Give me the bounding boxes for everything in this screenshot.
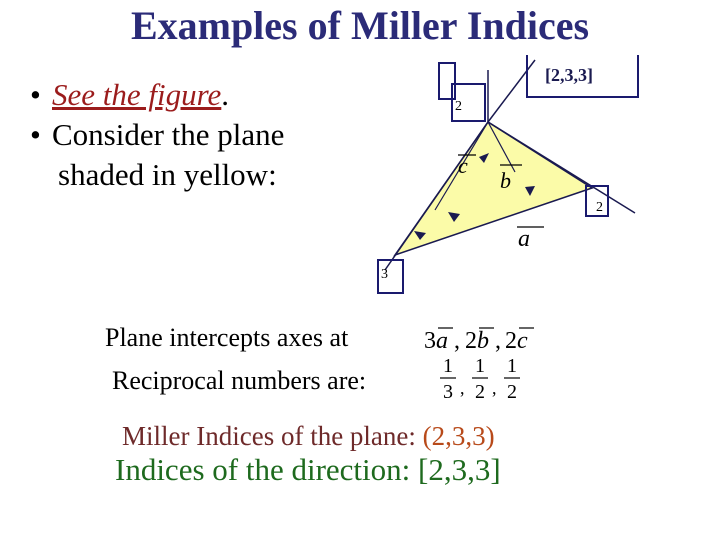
separator: , — [495, 328, 501, 354]
bullet-consider-plane — [30, 118, 284, 152]
fraction-numerator: 1 — [475, 355, 485, 377]
coef-b: 2 — [465, 328, 477, 354]
direction-label: [2,3,3] — [545, 65, 593, 85]
bullet-suffix: . — [221, 77, 230, 112]
direction-indices-line: Indices of the direction: [2,3,3] — [115, 452, 501, 487]
intercepts-label: Plane intercepts axes at — [105, 323, 349, 352]
fraction-denominator: 2 — [475, 381, 485, 402]
reciprocal-fractions — [438, 354, 528, 402]
fraction-numerator: 1 — [507, 355, 517, 377]
separator: , — [454, 328, 460, 354]
coef-c: 2 — [505, 328, 517, 354]
bullet-text: Consider the plane — [52, 117, 285, 152]
miller-indices-label: Miller Indices of the plane: — [122, 421, 416, 451]
intercept-label-top: 2 — [455, 99, 462, 114]
miller-indices-line — [122, 421, 495, 452]
see-figure-link-text: See the figure — [52, 77, 222, 112]
fraction-numerator: 1 — [443, 355, 453, 377]
coef-a: 3 — [424, 328, 436, 354]
axis-b: b — [477, 328, 489, 354]
miller-plane-figure — [370, 55, 660, 305]
separator: , — [492, 378, 497, 398]
axis-label-b: b — [500, 168, 511, 193]
bullet-marker: • — [30, 117, 41, 152]
bullet-marker: • — [30, 77, 41, 112]
reciprocal-label: Reciprocal numbers are: — [112, 366, 367, 395]
fraction-denominator: 2 — [507, 381, 517, 402]
separator: , — [460, 378, 465, 398]
axis-label-c: c — [458, 153, 468, 178]
intercepts-terms — [424, 328, 528, 354]
intercept-label-bottom: 3 — [381, 267, 388, 282]
bullet-continuation: shaded in yellow: — [58, 157, 277, 192]
page-title: Examples of Miller Indices — [130, 3, 590, 48]
yellow-plane — [395, 122, 592, 255]
fraction-denominator: 3 — [443, 381, 453, 402]
intercepts-expression — [422, 322, 540, 356]
miller-indices-value: (2,3,3) — [422, 421, 495, 451]
intercept-label-right: 2 — [596, 200, 603, 215]
axis-label-a: a — [518, 226, 530, 252]
axis-a: a — [436, 328, 448, 354]
axis-c: c — [517, 328, 528, 354]
bullet-see-figure — [30, 78, 229, 112]
